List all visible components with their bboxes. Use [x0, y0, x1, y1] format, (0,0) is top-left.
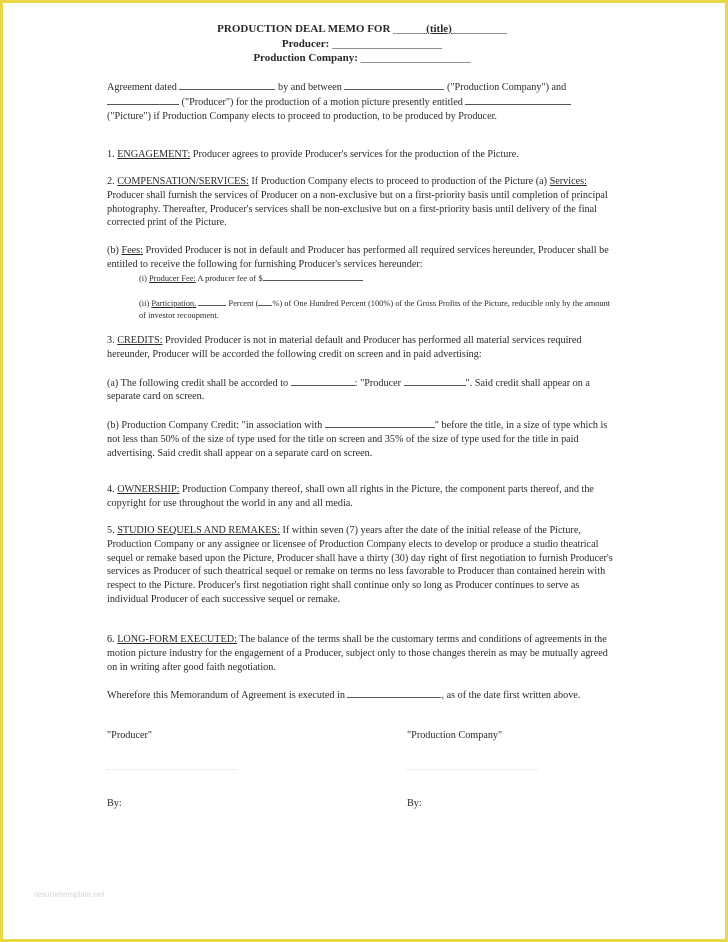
credit-a-part2: : "Producer	[354, 377, 401, 389]
compensation-text	[107, 175, 617, 230]
intro-picture-quote: ("Picture") if Production Company elects to proceed to production, to be produced by Producer.	[107, 110, 497, 122]
signature-producer-label: "Producer"	[107, 730, 153, 741]
credit-b-part1: (b) Production Company Credit: "in association with	[107, 420, 323, 432]
credit-b-part2: " before the title, in a size of type which is not less than 50% of the size of type used for the title on screen and 35% of the size of type used for the title in paid advertising. Said credit shall appear on a separate card on screen.	[107, 420, 608, 459]
date-blank	[179, 80, 275, 90]
section-compensation	[107, 175, 617, 322]
intro-agreement-dated: Agreement dated	[107, 82, 177, 93]
producer-fee-label: (i)	[139, 273, 147, 283]
closing-paragraph	[107, 688, 617, 703]
long-form-num: 6.	[107, 634, 115, 645]
participation-text	[107, 297, 617, 322]
producer-blank: ____________________	[332, 37, 443, 50]
producer-fee-body: A producer fee of $	[197, 273, 263, 283]
title-blank-left: ______	[393, 23, 427, 35]
closing-part1: Wherefore this Memorandum of Agreement is executed in	[107, 690, 345, 701]
long-form-text	[107, 633, 617, 674]
producer-label: Producer:	[281, 37, 330, 50]
participation-body-2: %) of One Hundred Percent (100%) of the Gross Profits of the Picture, reducible only by the amount of investor recoupment.	[139, 298, 611, 320]
compensation-num: 2.	[107, 176, 115, 187]
signature-producer-line	[107, 768, 237, 770]
long-form-heading: LONG-FORM EXECUTED:	[117, 634, 237, 645]
fees-label: (b)	[107, 245, 119, 257]
signature-company-label: "Production Company"	[407, 730, 503, 741]
fees-text	[107, 244, 617, 272]
sequels-text	[107, 524, 617, 607]
credits-num: 3.	[107, 335, 115, 346]
producer-fee-text	[107, 272, 617, 285]
services-body: Producer shall furnish the services of Producer on a non-exclusive but on a first-priority basis until completion of principal photography. Thereafter, Producer's services shall be non-exclusive but on a first-priority basis until delivery of the final corrected print of the Picture.	[107, 189, 608, 229]
services-label: (a)	[535, 176, 548, 187]
title-line	[107, 22, 617, 37]
credit-a-text	[107, 376, 617, 405]
document-header	[107, 22, 617, 66]
signature-producer-by: By:	[107, 798, 122, 809]
company-line	[107, 51, 617, 66]
participation-percent-blank	[258, 297, 272, 306]
participation-label: (ii)	[139, 298, 150, 308]
closing-part2: , as of the date first written above.	[441, 690, 581, 701]
engagement-num: 1.	[107, 149, 115, 160]
title-prefix: PRODUCTION DEAL MEMO FOR	[217, 23, 391, 35]
ownership-heading: OWNERSHIP:	[117, 484, 180, 495]
producer-fee-heading: Producer Fee:	[149, 273, 196, 283]
services-heading: Services:	[549, 176, 587, 187]
watermark-text: resumetemplate.net	[34, 890, 105, 899]
credit-a-producer-blank	[404, 376, 466, 386]
deal-memo-document	[107, 22, 617, 809]
compensation-body: If Production Company elects to proceed to production of the Picture	[251, 176, 534, 187]
compensation-heading: COMPENSATION/SERVICES:	[117, 176, 249, 187]
title-blank-right: __________	[451, 23, 507, 35]
sequels-num: 5.	[107, 525, 115, 536]
participation-blank	[198, 297, 226, 306]
section-credits	[107, 334, 617, 461]
signature-company-line	[407, 768, 537, 770]
engagement-text	[107, 148, 617, 162]
credits-text	[107, 334, 617, 362]
intro-by-and-between: by and between	[277, 82, 342, 93]
credits-body: Provided Producer is not in material default and Producer has performed all material services required hereunder, Producer will be accorded the following credit on screen and in paid advertising:	[107, 335, 582, 360]
engagement-body: Producer agrees to provide Producer's services for the production of the Picture.	[192, 149, 519, 160]
intro-text	[107, 80, 617, 123]
title-blank-mid: (title)	[426, 23, 452, 35]
intro-paragraph	[107, 80, 617, 123]
signature-company-by: By:	[407, 798, 422, 809]
closing-text	[107, 688, 617, 703]
ownership-num: 4.	[107, 484, 115, 495]
credit-a-part3: ". Said credit shall appear on a separate card on screen.	[107, 377, 590, 403]
credit-b-company-blank	[325, 418, 435, 428]
credits-heading: CREDITS:	[117, 335, 163, 346]
ownership-body: Production Company thereof, shall own all rights in the Picture, the component parts thereof, and the copyright for use throughout the world in any and all media.	[107, 484, 594, 509]
producer-name-blank	[107, 95, 179, 105]
producer-fee-blank	[263, 272, 363, 281]
sequels-heading: STUDIO SEQUELS AND REMAKES:	[117, 525, 280, 536]
company-blank: ____________________	[360, 52, 471, 64]
participation-heading: Participation.	[151, 298, 197, 308]
credit-b-text	[107, 418, 617, 460]
company-name-blank	[344, 80, 444, 90]
ownership-text	[107, 483, 617, 511]
fees-heading: Fees:	[121, 245, 143, 257]
sequels-body: If within seven (7) years after the date of the initial release of the Picture, Production Company or any assignee or licensee of Production Company elects to develop or produce a studio theatrical sequel or remake based upon the Picture, Producer shall have a thirty (30) day right of first negotiation to furnish Producer's services as Producer of such theatrical sequel or remake on terms no less favorable to Producer than contained herein with respect to the Picture. Producer's first negotiation right shall continue only so long as Producer continues to serve as individual Producer of each successive sequel or remake.	[107, 525, 613, 605]
section-long-form	[107, 633, 617, 674]
section-sequels	[107, 524, 617, 607]
participation-body-1: Percent (	[228, 298, 259, 308]
credit-a-part1: (a) The following credit shall be accorded to	[107, 377, 289, 389]
closing-location-blank	[347, 688, 441, 698]
intro-producer-quote: ("Producer") for the production of a motion picture presently entitled	[181, 96, 463, 108]
intro-company-quote: ("Production Company")	[447, 82, 549, 93]
credit-a-name-blank	[291, 376, 355, 386]
long-form-body: The balance of the terms shall be the customary terms and conditions of agreements in the motion picture industry for the engagement of a Producer, subject only to those changes therein as may be mutually agreed on in writing after good faith negotiation.	[107, 634, 608, 673]
producer-line	[107, 37, 617, 52]
picture-title-blank	[465, 95, 571, 105]
section-ownership	[107, 483, 617, 511]
engagement-heading: ENGAGEMENT:	[117, 149, 191, 160]
intro-and: and	[551, 82, 567, 93]
fees-body: Provided Producer is not in default and Producer has performed all required services hereunder, Producer shall be entitled to receive the following for furnishing Producer's services hereunder:	[107, 245, 609, 270]
company-label: Production Company:	[253, 52, 358, 64]
section-engagement	[107, 148, 617, 162]
